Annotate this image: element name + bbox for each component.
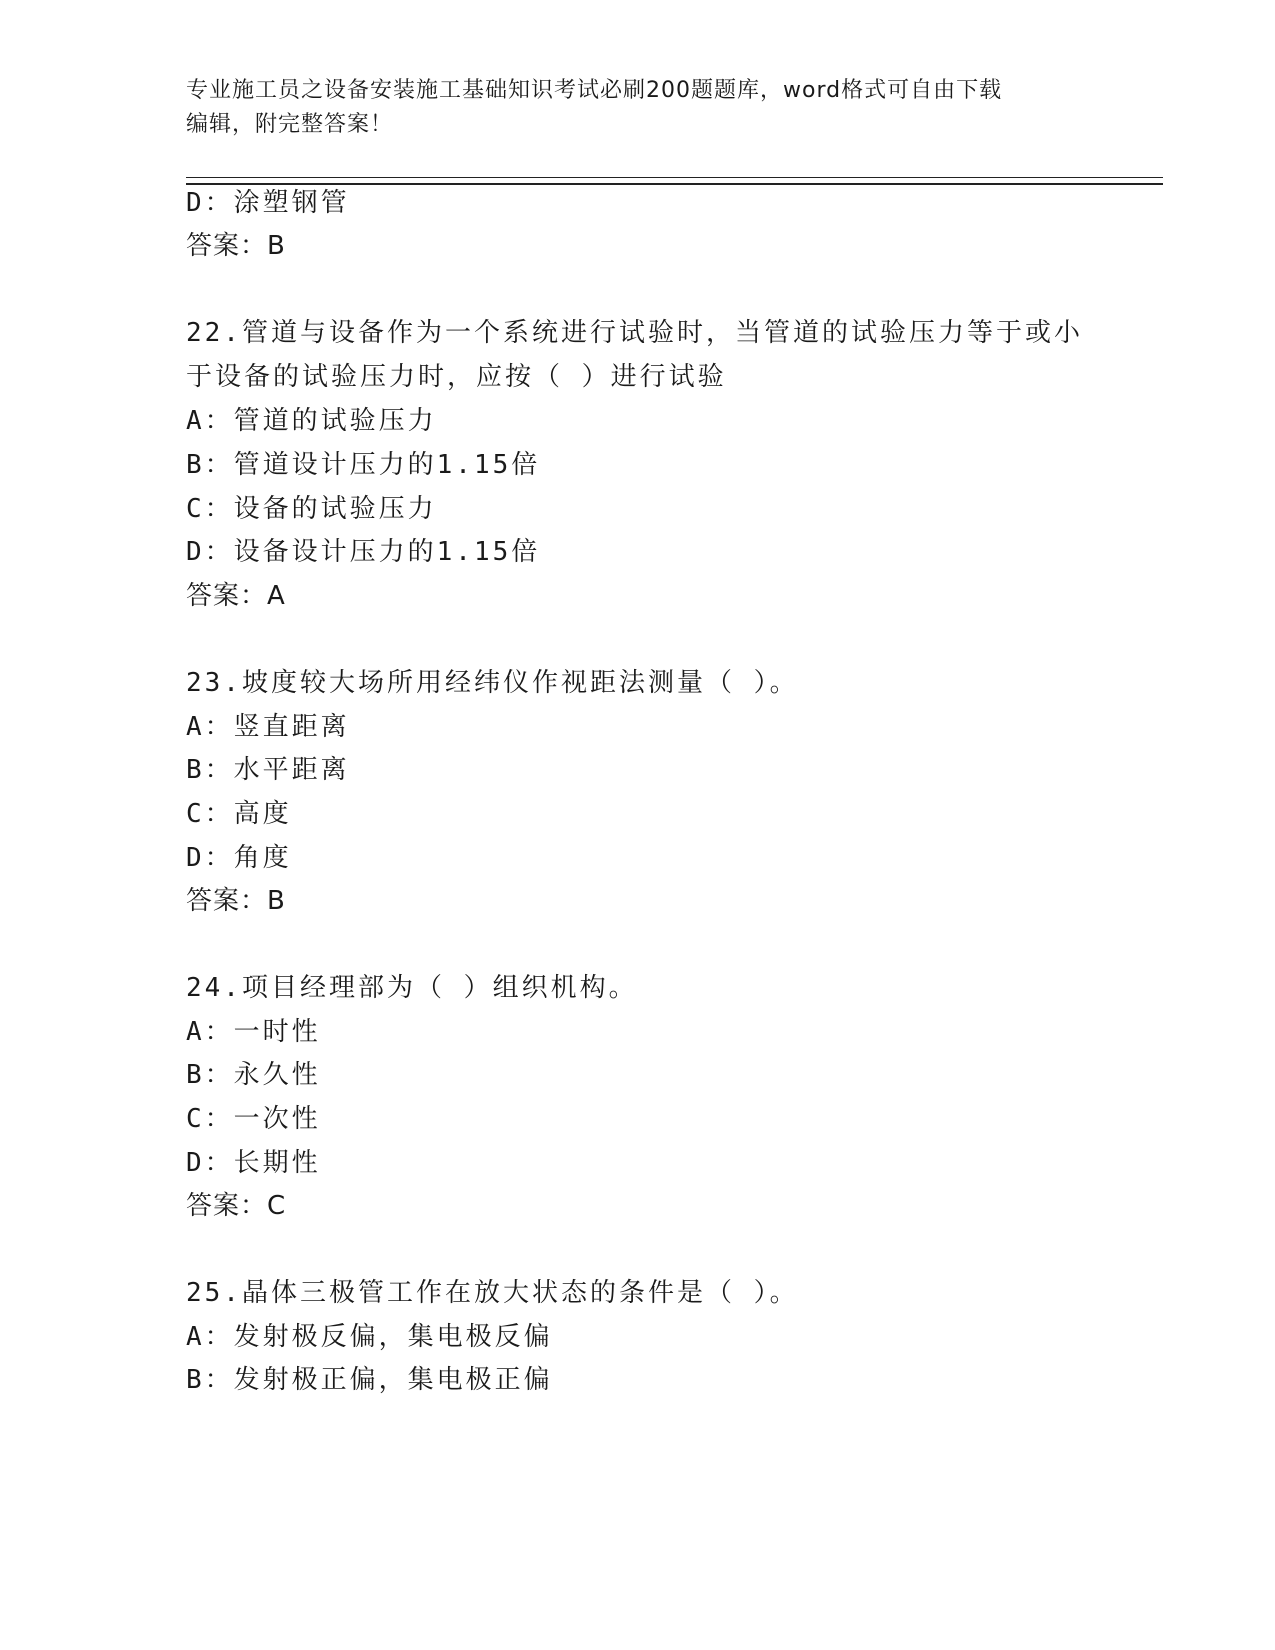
q25-option-b: B：发射极正偏，集电极正偏 <box>186 1365 553 1395</box>
q22-answer: 答案：A <box>186 581 286 611</box>
prev-option-d: D：涂塑钢管 <box>186 188 350 218</box>
q24-option-b: B：永久性 <box>186 1060 321 1090</box>
q22-option-c: C：设备的试验压力 <box>186 494 437 524</box>
q23-option-c: C：高度 <box>186 799 292 829</box>
q24-answer: 答案：C <box>186 1191 287 1221</box>
q24-option-a: A：一时性 <box>186 1017 321 1047</box>
header-divider <box>186 177 1163 185</box>
q22-option-b: B：管道设计压力的1.15倍 <box>186 450 541 480</box>
q23-option-b: B：水平距离 <box>186 755 350 785</box>
q24-option-d: D：长期性 <box>186 1148 321 1178</box>
q25-stem: 25.晶体三极管工作在放大状态的条件是（ ）。 <box>186 1278 799 1308</box>
header-title-line-1: 专业施工员之设备安装施工基础知识考试必刷200题题库，word格式可自由下载 <box>186 78 1003 103</box>
q22-stem-line-1: 22.管道与设备作为一个系统进行试验时，当管道的试验压力等于或小 <box>186 318 1083 348</box>
header-title-line-2: 编辑，附完整答案！ <box>186 112 394 137</box>
q22-stem-line-2: 于设备的试验压力时，应按（ ）进行试验 <box>186 362 727 392</box>
q23-option-a: A：竖直距离 <box>186 712 350 742</box>
page-header <box>186 74 1086 142</box>
q24-option-c: C：一次性 <box>186 1104 321 1134</box>
q22-option-d: D：设备设计压力的1.15倍 <box>186 537 541 567</box>
q23-answer: 答案：B <box>186 886 286 916</box>
q22-option-a: A：管道的试验压力 <box>186 406 437 436</box>
q24-stem: 24.项目经理部为（ ）组织机构。 <box>186 973 638 1003</box>
q23-option-d: D：角度 <box>186 843 292 873</box>
q25-option-a: A：发射极反偏，集电极反偏 <box>186 1322 553 1352</box>
prev-answer: 答案：B <box>186 231 286 261</box>
q23-stem: 23.坡度较大场所用经纬仪作视距法测量（ ）。 <box>186 668 799 698</box>
